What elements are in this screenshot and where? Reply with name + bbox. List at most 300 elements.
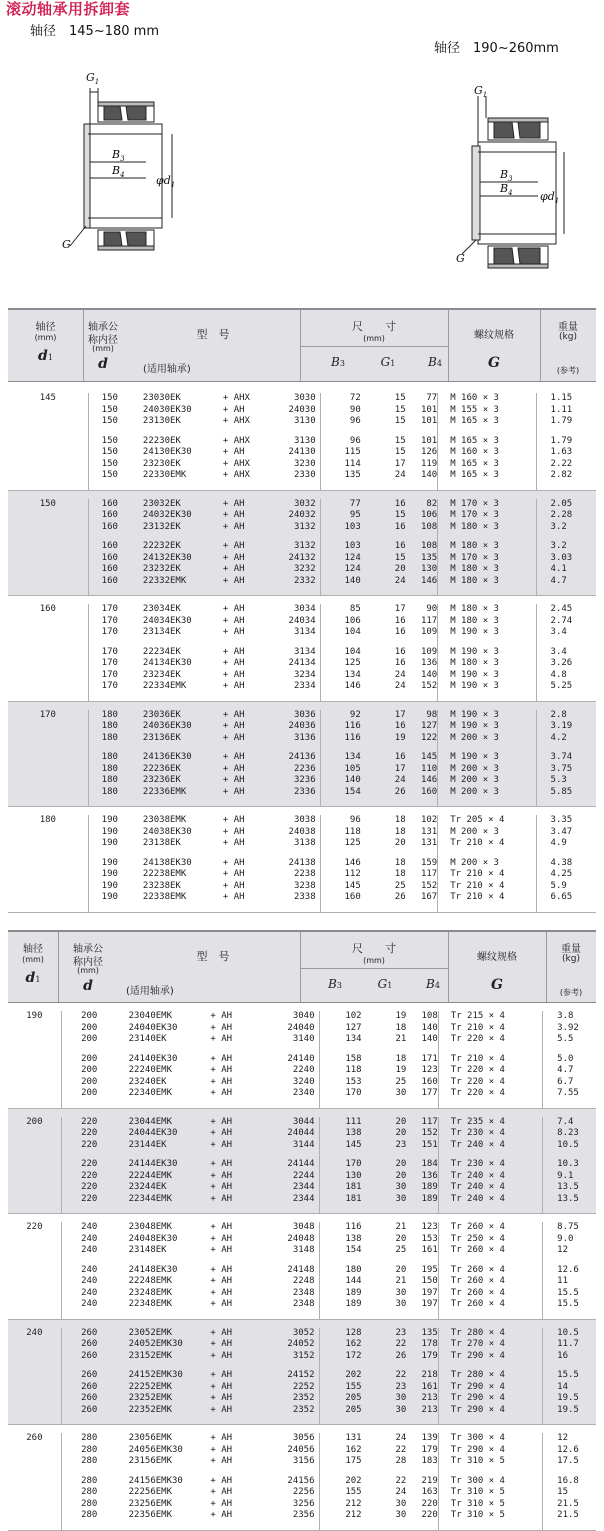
label-g-large: G <box>456 252 465 265</box>
svg-text:B3: $B_3$ <box>112 148 125 163</box>
cell-adapter-prefix: + AH <box>222 404 245 415</box>
cell-weight: 14 <box>543 1382 596 1394</box>
cell-g1: 15 <box>394 416 406 426</box>
cell-model: 24140EK30 <box>128 1053 178 1064</box>
svg-text:B4: $B_4$ <box>112 164 125 179</box>
cell-g1: 23 <box>362 1328 407 1340</box>
table-row <box>8 869 596 881</box>
cell-adapter-prefix: + AH <box>210 1351 253 1363</box>
cell-adapter-prefix: + AH <box>210 1245 233 1255</box>
label-b4-large: B <box>500 182 509 195</box>
hdr2-thread: 螺纹规格 <box>477 952 517 963</box>
cell-b3: 160 <box>320 892 361 904</box>
cell-b4: 123 <box>421 1222 438 1232</box>
cell-b3: 103 <box>320 541 361 553</box>
cell-bearing-bore: 220 <box>61 1182 116 1194</box>
cell-bearing-bore: 170 <box>88 627 131 639</box>
cell-shaft-dia <box>8 1065 61 1077</box>
cell-model: 22244EMK <box>117 1171 211 1183</box>
cell-bearing-bore: 170 <box>88 616 131 628</box>
table-row <box>8 470 596 482</box>
cell-b3: 154 <box>320 787 361 799</box>
cell-model: 24052EMK30 <box>117 1339 211 1351</box>
cell-adapter-no: 3048 <box>292 1222 315 1232</box>
cell-adapter-no: 3030 <box>293 393 316 403</box>
cell-g1: 30 <box>395 1287 407 1298</box>
cell-adapter-prefix: + AH <box>222 838 245 848</box>
table-row <box>8 1159 596 1171</box>
cell-b3: 146 <box>320 858 361 870</box>
cell-b3: 131 <box>319 1433 362 1445</box>
cell-model: 22338EMK <box>142 892 187 902</box>
cell-bearing-bore: 240 <box>61 1245 116 1257</box>
cell-weight: 9.0 <box>543 1234 596 1246</box>
cell-model: 22240EMK <box>128 1065 172 1075</box>
cell-weight: 3.26 <box>536 658 596 670</box>
cell-weight: 10.5 <box>543 1140 596 1152</box>
table-row <box>8 1382 596 1394</box>
cell-thread: Tr 290 × 4 <box>438 1393 542 1405</box>
cell-thread: M 180 × 3 <box>438 658 536 670</box>
cell-adapter-no: 3238 <box>293 880 316 891</box>
cell-weight: 3.03 <box>536 553 596 565</box>
cell-model: 24136EK30 <box>131 752 223 764</box>
cell-g1: 24 <box>361 576 406 588</box>
table-row <box>8 1222 596 1234</box>
cell-weight: 6.65 <box>536 892 596 904</box>
cell-b4: 109 <box>420 646 438 657</box>
table-row <box>8 838 596 850</box>
cell-b3: 205 <box>319 1393 362 1405</box>
cell-thread: Tr 210 × 4 <box>438 1023 542 1035</box>
cell-model: 23138EK <box>142 838 181 848</box>
cell-b4: 146 <box>406 576 438 588</box>
cell-bearing-bore: 200 <box>61 1054 116 1066</box>
cell-shaft-dia <box>8 733 88 745</box>
cell-weight: 13.5 <box>543 1194 596 1206</box>
cell-shaft-dia <box>8 436 88 448</box>
cell-b4: 220 <box>421 1510 438 1520</box>
cell-adapter-prefix: + AHX <box>222 470 250 480</box>
cell-weight: 3.47 <box>536 827 596 839</box>
cell-adapter-prefix: + AH <box>222 646 245 657</box>
cell-thread: Tr 290 × 4 <box>438 1351 542 1363</box>
cell-g1: 20 <box>395 1233 407 1244</box>
cell-adapter-no: 24138 <box>288 857 316 868</box>
cell-adapter-prefix: + AH <box>210 1171 253 1183</box>
cell-bearing-bore: 280 <box>61 1487 116 1499</box>
label-phi-d1: φd <box>156 174 171 187</box>
cell-adapter-no: 2248 <box>292 1276 315 1286</box>
cell-bearing-bore: 150 <box>88 447 131 459</box>
cell-model: 23152EMK <box>117 1351 211 1363</box>
cell-thread: M 200 × 3 <box>438 858 536 870</box>
cell-model: 23144EK <box>117 1140 211 1152</box>
cell-bearing-bore: 240 <box>61 1222 116 1234</box>
label-g1: G <box>86 71 95 84</box>
cell-g1: 30 <box>395 1299 407 1309</box>
cell-weight: 3.75 <box>536 764 596 776</box>
row-group <box>8 1214 596 1320</box>
range-label-small: 轴径 145~180 mm <box>30 24 159 39</box>
hdr-shaft-sym: d <box>38 348 48 364</box>
cell-shaft-dia: 150 <box>8 499 88 511</box>
cell-b4: 126 <box>420 447 438 457</box>
cell-g1: 18 <box>394 869 406 879</box>
cell-bearing-bore: 190 <box>88 815 131 827</box>
cell-thread: Tr 220 × 4 <box>438 1077 542 1089</box>
cell-bearing-bore: 220 <box>61 1128 116 1140</box>
cell-shaft-dia <box>8 576 88 588</box>
cell-weight: 12 <box>543 1433 596 1445</box>
table2-header: 轴径 (mm) d1 轴承公 称内径 (mm) d 型 号 (适用轴承) 尺 寸 (mm) B3 G1 B4 螺纹规格 G 重量 (kg) (参考) <box>8 930 596 1003</box>
cell-thread: M 170 × 3 <box>438 510 536 522</box>
cell-shaft-dia: 180 <box>39 815 56 825</box>
cell-thread: Tr 210 × 4 <box>438 892 536 904</box>
cell-shaft-dia <box>8 752 88 764</box>
cell-adapter-no: 24148 <box>287 1264 315 1275</box>
cell-model: 23134EK <box>142 627 181 637</box>
cell-b4: 108 <box>406 541 438 553</box>
cell-b4: 117 <box>420 869 438 879</box>
table-row <box>8 447 596 459</box>
cell-weight: 10.5 <box>543 1328 596 1340</box>
cell-b3: 116 <box>320 721 361 733</box>
table-row <box>8 815 596 827</box>
cell-adapter-prefix: + AH <box>222 869 245 879</box>
table-row <box>8 1339 596 1351</box>
cell-g1: 17 <box>394 458 406 469</box>
table-row <box>8 1054 596 1066</box>
cell-bearing-bore: 260 <box>61 1382 116 1394</box>
cell-shaft-dia <box>8 1054 61 1066</box>
table-row <box>8 1405 596 1417</box>
cell-shaft-dia <box>8 1140 61 1152</box>
table-row <box>8 670 596 682</box>
cell-adapter-no: 24056 <box>287 1444 315 1455</box>
cell-g1: 17 <box>361 764 406 776</box>
cell-adapter-no: 3134 <box>293 646 316 657</box>
cell-shaft-dia <box>8 1077 61 1089</box>
cell-g1: 25 <box>394 880 406 891</box>
cell-b4: 130 <box>406 564 438 576</box>
cell-g1: 15 <box>394 447 406 457</box>
cell-shaft-dia <box>8 1510 61 1522</box>
cell-b3: 72 <box>320 393 361 405</box>
cell-weight: 7.4 <box>543 1117 596 1129</box>
hdr2-model: 型 号 <box>196 950 230 963</box>
cell-b3: 145 <box>319 1140 362 1152</box>
cell-adapter-prefix: + AH <box>223 733 266 745</box>
hdr2-g1: G <box>377 977 388 991</box>
cell-thread: Tr 280 × 4 <box>438 1370 542 1382</box>
cell-bearing-bore: 150 <box>88 405 131 417</box>
row-group <box>8 385 596 490</box>
table-row <box>8 1128 596 1140</box>
cell-b3: 130 <box>319 1171 362 1183</box>
cell-bearing-bore: 260 <box>61 1351 116 1363</box>
cell-g1: 18 <box>395 1053 407 1064</box>
cell-adapter-no: 24156 <box>287 1475 315 1486</box>
table-row <box>8 1476 596 1488</box>
cell-adapter-no: 3138 <box>293 838 316 848</box>
cell-b3: 96 <box>320 436 361 448</box>
cell-g1: 16 <box>394 615 406 626</box>
cell-weight: 3.74 <box>536 752 596 764</box>
table-row <box>8 1510 596 1522</box>
cell-bearing-bore: 150 <box>88 459 131 471</box>
cell-adapter-no: 3140 <box>292 1034 315 1044</box>
cell-g1: 30 <box>395 1498 407 1509</box>
cell-weight: 4.9 <box>536 838 596 850</box>
cell-model: 23056EMK <box>128 1433 172 1443</box>
cell-b3: 170 <box>319 1159 362 1171</box>
cell-thread: Tr 210 × 4 <box>438 881 536 893</box>
cell-weight: 3.2 <box>536 522 596 534</box>
cell-g1: 20 <box>361 564 406 576</box>
cell-model: 24130EK30 <box>142 447 192 457</box>
cell-model: 22356EMK <box>128 1510 172 1520</box>
cell-b3: 114 <box>320 459 361 471</box>
cell-g1: 16 <box>361 541 406 553</box>
cell-shaft-dia <box>8 869 88 881</box>
cell-adapter-prefix: + AH <box>210 1264 233 1275</box>
cell-shaft-dia <box>8 1351 61 1363</box>
cell-bearing-bore: 200 <box>61 1077 116 1089</box>
cell-model: 23230EK <box>142 458 181 469</box>
cell-shaft-dia <box>8 858 88 870</box>
hdr2-shaft-sym: d <box>25 970 36 986</box>
cell-adapter-prefix: + AH <box>210 1182 253 1194</box>
cell-b3: 145 <box>320 881 361 893</box>
cell-g1: 19 <box>395 1011 407 1021</box>
cell-shaft-dia <box>8 881 88 893</box>
table-row <box>8 752 596 764</box>
cell-bearing-bore: 160 <box>88 510 131 522</box>
table-row <box>8 604 596 616</box>
cell-b4: 152 <box>406 1128 438 1140</box>
cell-thread: Tr 290 × 4 <box>438 1382 542 1394</box>
label-b4: B <box>112 164 121 177</box>
cell-shaft-dia <box>8 510 88 522</box>
hdr2-bearing-bore-2: 称内径 <box>73 957 103 968</box>
cell-shaft-dia <box>8 1194 61 1206</box>
table-row <box>8 881 596 893</box>
cell-b3: 85 <box>320 604 361 616</box>
cell-adapter-no: 3040 <box>292 1011 315 1021</box>
label-g1-large: G <box>474 84 483 97</box>
cell-model: 23052EMK <box>117 1328 211 1340</box>
cell-model: 22248EMK <box>128 1276 172 1286</box>
cell-b4: 152 <box>420 681 438 691</box>
cell-model: 23048EMK <box>128 1222 172 1232</box>
cell-shaft-dia <box>8 627 88 639</box>
cell-bearing-bore: 280 <box>61 1476 116 1488</box>
cell-b3: 138 <box>319 1234 362 1246</box>
cell-b3: 172 <box>319 1351 362 1363</box>
cell-model: 22256EMK <box>128 1487 172 1497</box>
cell-model: 24144EK30 <box>117 1159 211 1171</box>
cell-adapter-prefix: + AH <box>222 826 245 837</box>
cell-g1: 25 <box>395 1245 407 1255</box>
cell-thread: Tr 220 × 4 <box>438 1065 542 1077</box>
cell-adapter-prefix: + AH <box>210 1339 253 1351</box>
cell-shaft-dia <box>8 405 88 417</box>
cell-b4: 160 <box>406 787 438 799</box>
cell-b4: 163 <box>421 1487 438 1497</box>
cell-bearing-bore: 190 <box>88 858 131 870</box>
cell-b4: 101 <box>420 435 438 446</box>
cell-adapter-prefix: + AH <box>210 1382 253 1394</box>
cell-adapter-prefix: + AH <box>210 1065 233 1075</box>
cell-g1: 16 <box>361 752 406 764</box>
label-b3: B <box>112 148 121 161</box>
cell-shaft-dia: 145 <box>39 393 56 403</box>
cell-weight: 1.11 <box>536 405 596 417</box>
cell-thread: Tr 310 × 5 <box>438 1499 542 1511</box>
cell-b3: 153 <box>319 1077 362 1089</box>
cell-shaft-dia <box>8 658 88 670</box>
cell-shaft-dia <box>8 647 88 659</box>
cell-adapter-no: 3134 <box>293 627 316 637</box>
cell-thread: Tr 260 × 4 <box>438 1265 542 1277</box>
cell-g1: 26 <box>361 787 406 799</box>
cell-adapter-no: 2348 <box>292 1299 315 1309</box>
cell-b3: 128 <box>319 1328 362 1340</box>
cell-shaft-dia <box>8 1265 61 1277</box>
cell-model: 23136EK <box>131 733 223 745</box>
cell-adapter-prefix: + AH <box>222 681 245 691</box>
row-group <box>8 1108 596 1214</box>
cell-weight: 15.5 <box>543 1370 596 1382</box>
table-row <box>8 1445 596 1457</box>
hdr-shaft-dia-unit: (mm) <box>34 333 57 342</box>
cell-b4: 197 <box>421 1287 438 1298</box>
cell-adapter-prefix: + AH <box>210 1128 253 1140</box>
cell-g1: 20 <box>395 1264 407 1275</box>
cell-b4: 178 <box>406 1339 438 1351</box>
cell-model: 23248EMK <box>128 1287 172 1298</box>
cell-g1: 17 <box>394 604 406 614</box>
cell-b4: 140 <box>421 1034 438 1044</box>
cell-model: 24036EK30 <box>131 721 223 733</box>
cell-b4: 136 <box>406 1171 438 1183</box>
cell-adapter-prefix: + AH <box>210 1011 233 1021</box>
cell-adapter-prefix: + AH <box>223 752 266 764</box>
table-row <box>8 1299 596 1311</box>
cell-weight: 2.22 <box>536 459 596 471</box>
table-row <box>8 1328 596 1340</box>
cell-bearing-bore: 280 <box>61 1456 116 1468</box>
cell-b4: 189 <box>406 1194 438 1206</box>
cell-b3: 202 <box>319 1476 362 1488</box>
cell-g1: 18 <box>394 857 406 868</box>
cell-adapter-prefix: + AH <box>222 627 245 637</box>
cell-shaft-dia <box>8 470 88 482</box>
cell-weight: 5.0 <box>543 1054 596 1066</box>
cell-g1: 18 <box>394 826 406 837</box>
cell-adapter-prefix: + AH <box>210 1222 233 1232</box>
hdr2-shaft-dia-unit: (mm) <box>22 955 44 964</box>
cell-b4: 98 <box>406 710 438 722</box>
cell-adapter-no: 2330 <box>293 470 316 480</box>
cell-adapter-no: 24144 <box>253 1159 319 1171</box>
cell-g1: 24 <box>394 669 406 680</box>
cell-adapter-prefix: + AH <box>223 764 266 776</box>
cell-thread: Tr 220 × 4 <box>438 1034 542 1046</box>
cell-adapter-no: 2334 <box>293 681 316 691</box>
cell-shaft-dia: 240 <box>8 1328 61 1340</box>
cell-weight: 16.8 <box>543 1476 596 1488</box>
cell-adapter-prefix: + AH <box>222 892 245 902</box>
cell-model: 23256EMK <box>128 1498 172 1509</box>
cell-shaft-dia <box>8 1234 61 1246</box>
cell-bearing-bore: 180 <box>88 764 131 776</box>
spec-table-1 <box>8 385 596 913</box>
cell-model: 24030EK30 <box>142 404 192 415</box>
hdr-model-sub: (适用轴承) <box>143 364 191 375</box>
hdr2-weight: 重量 <box>561 944 581 955</box>
cell-bearing-bore: 150 <box>88 470 131 482</box>
cell-bearing-bore: 240 <box>61 1265 116 1277</box>
cell-g1: 20 <box>362 1117 407 1129</box>
cell-model: 23232EK <box>131 564 223 576</box>
cell-weight: 5.85 <box>536 787 596 799</box>
cell-thread: Tr 300 × 4 <box>438 1476 542 1488</box>
hdr2-model-sub: (适用轴承) <box>126 986 174 997</box>
cell-thread: M 200 × 3 <box>438 787 536 799</box>
cell-g1: 15 <box>394 393 406 403</box>
cell-adapter-no: 24136 <box>266 752 321 764</box>
cell-b3: 146 <box>320 681 361 693</box>
cell-adapter-no: 2238 <box>293 869 316 879</box>
hdr-thread-sym: G <box>488 355 500 371</box>
cell-g1: 21 <box>395 1222 407 1232</box>
cell-model: 22348EMK <box>128 1299 172 1309</box>
cell-bearing-bore: 170 <box>88 658 131 670</box>
cell-b4: 123 <box>421 1065 438 1075</box>
cell-adapter-no: 3240 <box>292 1076 315 1087</box>
cell-b4: 140 <box>420 669 438 680</box>
cell-adapter-no: 3232 <box>266 564 321 576</box>
cell-adapter-prefix: + AH <box>210 1117 253 1129</box>
cell-b4: 82 <box>406 499 438 511</box>
cell-shaft-dia <box>8 1499 61 1511</box>
cell-model: 23234EK <box>142 669 181 680</box>
cell-adapter-no: 3156 <box>292 1456 315 1466</box>
label-phi-d1-large: φd <box>540 190 555 203</box>
cell-b3: 138 <box>319 1128 362 1140</box>
hdr2-bearing-bore-unit: (mm) <box>77 966 99 975</box>
cell-adapter-prefix: + AHX <box>222 416 250 426</box>
cell-b3: 118 <box>319 1065 362 1077</box>
cell-adapter-prefix: + AH <box>223 541 266 553</box>
table-row <box>8 647 596 659</box>
cell-g1: 28 <box>395 1456 407 1466</box>
cell-b4: 135 <box>406 553 438 565</box>
hdr2-weight-ref: (参考) <box>559 988 583 997</box>
cell-thread: M 180 × 3 <box>438 541 536 553</box>
cell-adapter-no: 3038 <box>293 815 316 825</box>
cell-b3: 180 <box>319 1265 362 1277</box>
cell-thread: M 170 × 3 <box>438 553 536 565</box>
cell-adapter-prefix: + AH <box>210 1276 233 1286</box>
cell-model: 24044EK30 <box>117 1128 211 1140</box>
cell-b4: 189 <box>406 1182 438 1194</box>
cell-b4: 153 <box>421 1233 438 1244</box>
table-row <box>8 1234 596 1246</box>
cell-adapter-no: 24040 <box>287 1022 315 1033</box>
